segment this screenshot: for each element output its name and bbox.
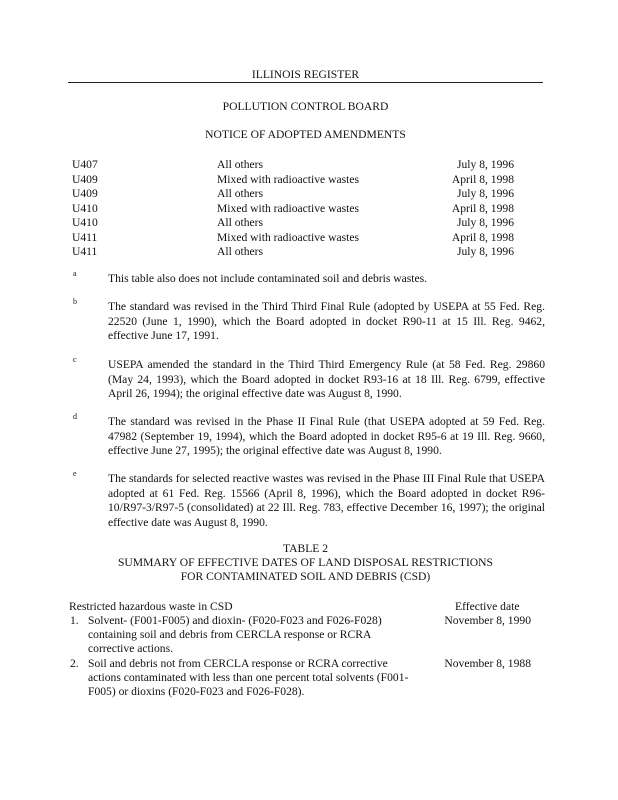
effective-date: July 8, 1996: [456, 245, 514, 258]
header-rule: [68, 82, 543, 83]
row-number: 1.: [70, 614, 79, 627]
footnote-text: This table also does not include contaminated soil and debris wastes.: [108, 272, 428, 285]
effective-date: July 8, 1996: [456, 187, 514, 200]
waste-code: U407: [72, 158, 98, 171]
table2-col-header-date: Effective date: [455, 600, 520, 613]
register-title: ILLINOIS REGISTER: [251, 68, 360, 81]
effective-date: April 8, 1998: [451, 231, 514, 244]
effective-date: April 8, 1998: [451, 202, 514, 215]
effective-date: July 8, 1996: [456, 158, 514, 171]
waste-description: Mixed with radioactive wastes: [217, 231, 359, 244]
table2-title-line2: FOR CONTAMINATED SOIL AND DEBRIS (CSD): [180, 570, 431, 583]
waste-code: U409: [72, 173, 98, 186]
effective-date: November 8, 1990: [444, 614, 531, 627]
csd-description: Soil and debris not from CERCLA response or RCRA corrective actions contaminated with less than one percent total solvents (F001-F005) or dioxins (F020-F023 and F026-F028).: [88, 657, 409, 698]
effective-date: April 8, 1998: [451, 173, 514, 186]
notice-title: NOTICE OF ADOPTED AMENDMENTS: [205, 128, 406, 141]
footnote-text: The standards for selected reactive wastes was revised in the Phase III Final Rule that USEPA adopted at 61 Fed. Reg. 15566 (April 8, 1996), which the Board adopted in docket R96-10/R97-3/R97-5 (consolidated) at 22 Ill. Reg. 783, effective December 16, 1997); the original effective date was August 8, 1990.: [108, 472, 545, 529]
waste-description: Mixed with radioactive wastes: [217, 202, 359, 215]
waste-code: U410: [72, 216, 98, 229]
table2-col-header-waste: Restricted hazardous waste in CSD: [69, 600, 233, 613]
board-name: POLLUTION CONTROL BOARD: [222, 100, 389, 113]
waste-description: All others: [217, 245, 264, 258]
footnote-mark: b: [73, 297, 77, 306]
footnote-text: The standard was revised in the Phase II Final Rule (that USEPA adopted at 59 Fed. Reg. 47982 (September 19, 1994), which the Board adopted in docket R95-6 at 19 Ill. Reg. 9660, effective June 27, 1995); the original effective date was August 8, 1990.: [108, 415, 545, 457]
waste-description: Mixed with radioactive wastes: [217, 173, 359, 186]
footnote-mark: a: [73, 269, 77, 278]
effective-date: November 8, 1988: [444, 657, 531, 670]
waste-code: U411: [72, 245, 98, 258]
waste-code: U411: [72, 231, 98, 244]
effective-date: July 8, 1996: [456, 216, 514, 229]
row-number: 2.: [70, 657, 79, 670]
waste-description: All others: [217, 216, 264, 229]
waste-code: U409: [72, 187, 98, 200]
waste-description: All others: [217, 158, 264, 171]
footnote-text: The standard was revised in the Third Third Final Rule (adopted by USEPA at 55 Fed. Reg. 22520 (June 1, 1990), which the Board adopted in docket R90-11 at 15 Ill. Reg. 9462, effective June 17, 1991.: [108, 300, 545, 342]
waste-description: All others: [217, 187, 264, 200]
waste-code: U410: [72, 202, 98, 215]
table2-title-line1: SUMMARY OF EFFECTIVE DATES OF LAND DISPOSAL RESTRICTIONS: [117, 556, 494, 569]
footnote-mark: c: [73, 355, 77, 364]
table2-label: TABLE 2: [282, 542, 329, 555]
footnote-text: USEPA amended the standard in the Third Third Emergency Rule (at 58 Fed. Reg. 29860 (May 24, 1993), which the Board adopted in docket R93-16 at 18 Ill. Reg. 6799, effective April 26, 1994); the original effective date was August 8, 1990.: [108, 358, 545, 400]
footnote-mark: d: [73, 412, 77, 421]
footnote-mark: e: [73, 469, 77, 478]
csd-description: Solvent- (F001-F005) and dioxin- (F020-F023 and F026-F028) containing soil and debris from CERCLA response or RCRA corrective actions.: [88, 614, 382, 655]
